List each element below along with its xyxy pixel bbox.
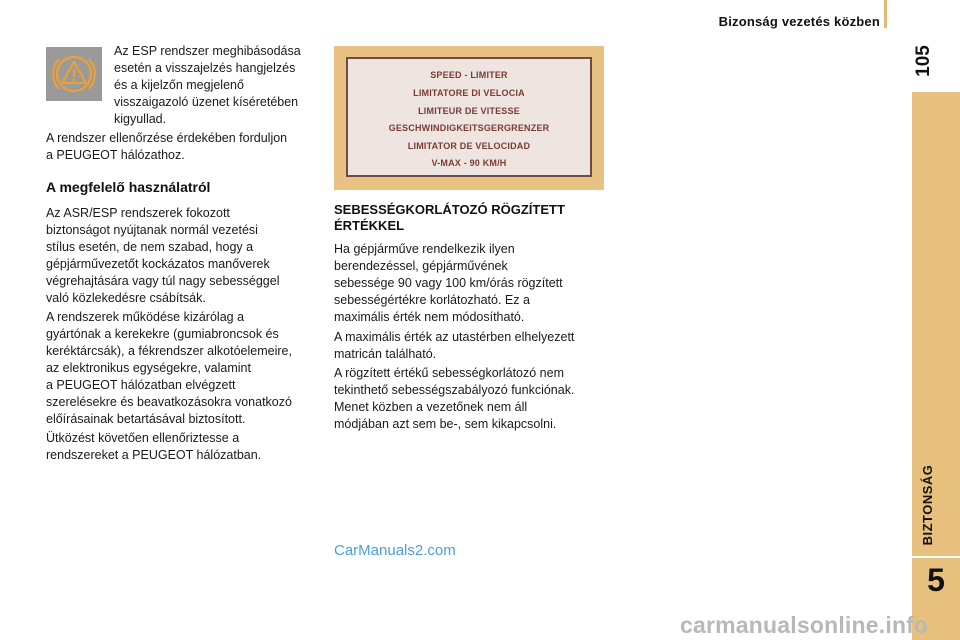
check-text-line: a PEUGEOT hálózathoz. — [46, 148, 185, 162]
sticker-text-line: LIMITATOR DE VELOCIDAD — [407, 141, 531, 151]
header-rule — [884, 0, 887, 28]
limiter-paragraph-line: berendezéssel, gépjárművének — [334, 259, 508, 273]
operation-paragraph-line: keréktárcsák), a fékrendszer alkotóelemeire, — [46, 344, 292, 358]
limiter-paragraph-line: sebessége 90 vagy 100 km/órás rögzített — [334, 276, 563, 290]
watermark-carmanualsonline: carmanualsonline.info — [680, 612, 929, 638]
sticker-text-line: SPEED - LIMITER — [430, 70, 508, 80]
collision-paragraph-line: rendszereket a PEUGEOT hálózatban. — [46, 448, 262, 462]
esp-warning-icon — [46, 47, 102, 101]
heading-line: SEBESSÉGKORLÁTOZÓ RÖGZÍTETT — [334, 202, 565, 217]
limiter-note-line: Menet közben a vezetőnek nem áll — [334, 400, 528, 414]
page-number: 105 — [913, 45, 934, 77]
warning-text-line: visszaigazoló üzenet kíséretében — [114, 95, 299, 109]
usage-paragraph-line: gépjárművezetőt kockázatos manőverek — [46, 257, 270, 271]
operation-paragraph-line: a PEUGEOT hálózatban elvégzett — [46, 378, 236, 392]
sticker-text-line: LIMITEUR DE VITESSE — [418, 106, 520, 116]
sticker-text-line: GESCHWINDIGKEITSGERGRENZER — [388, 123, 550, 133]
section-heading-speed-limiter — [334, 202, 565, 234]
warning-text-line: és a kijelzőn megjelenő — [114, 78, 244, 92]
operation-paragraph-line: előírásainak betartásával biztosított. — [46, 412, 246, 426]
chapter-tab-divider — [912, 556, 960, 558]
limiter-paragraph-line: sebességértékre korlátozható. Ez a — [334, 293, 530, 307]
usage-paragraph-line: Az ASR/ESP rendszerek fokozott — [46, 206, 230, 220]
limiter-paragraph-line: maximális érték nem módosítható. — [334, 310, 525, 324]
operation-paragraph-line: A rendszerek működése kizárólag a — [46, 310, 245, 324]
sticker-text-line: LIMITATORE DI VELOCIA — [413, 88, 525, 98]
operation-paragraph-line: gyártónak a kerekekre (gumiabroncsok és — [46, 327, 279, 341]
warning-text-line: kigyullad. — [114, 112, 167, 126]
chapter-number: 5 — [927, 562, 945, 598]
sticker-location-line: matricán található. — [334, 347, 437, 361]
warning-text-line: esetén a visszajelzés hangjelzés — [114, 61, 296, 75]
usage-paragraph-line: biztonságot nyújtanak normál vezetési — [46, 223, 258, 237]
usage-paragraph-line: végrehajtására vagy túl nagy sebességgel — [46, 274, 280, 288]
limiter-note-line: A rögzített értékű sebességkorlátozó nem — [334, 366, 564, 380]
chapter-tab-label: BIZTONSÁG — [920, 464, 935, 546]
heading-line: ÉRTÉKKEL — [334, 218, 405, 233]
limiter-note-line: tekinthető sebességszabályozó funkciónak. — [334, 383, 575, 397]
running-header: Bizonság vezetés közben — [718, 14, 880, 29]
limiter-paragraph-line: Ha gépjárműve rendelkezik ilyen — [334, 242, 515, 256]
warning-text-line: Az ESP rendszer meghibásodása — [114, 44, 301, 58]
usage-paragraph-line: való közlekedésre csábítsák. — [46, 291, 206, 305]
watermark-carmanuals2: CarManuals2.com — [334, 542, 456, 559]
collision-paragraph-line: Ütközést követően ellenőriztesse a — [46, 431, 240, 445]
limiter-note-line: módjában azt sem be-, sem kikapcsolni. — [334, 417, 557, 431]
sticker-location-line: A maximális érték az utastérben elhelyezett — [334, 330, 575, 344]
usage-paragraph-line: stílus esetén, de nem szabad, hogy a — [46, 240, 254, 254]
operation-paragraph-line: az elektronikus egységekre, valamint — [46, 361, 251, 375]
operation-paragraph-line: szerelésekre és beavatkozásokra vonatkozó — [46, 395, 292, 409]
section-heading-usage: A megfelelő használatról — [46, 179, 211, 195]
sticker-text-line: V-MAX - 90 KM/H — [431, 158, 507, 168]
check-text-line: A rendszer ellenőrzése érdekében forduljon — [46, 131, 288, 145]
